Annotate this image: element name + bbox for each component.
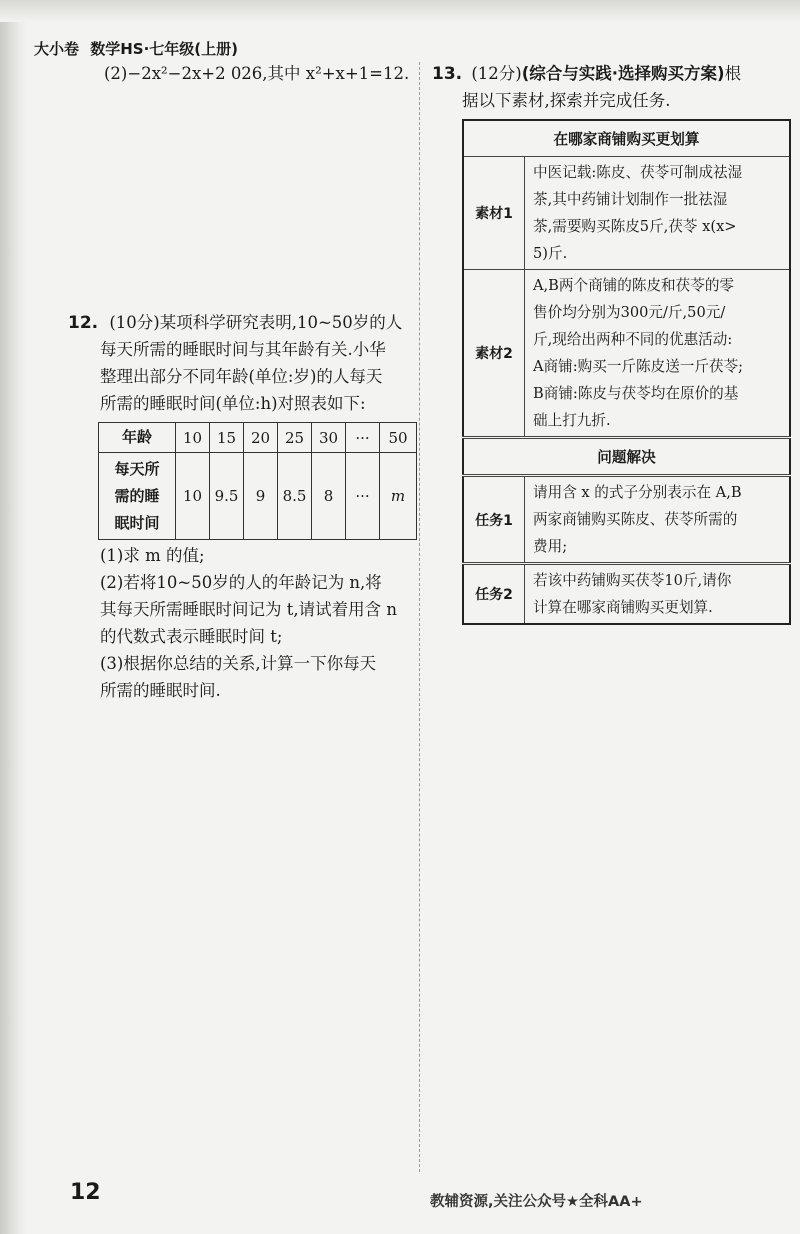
material2-line: 础上打九折.: [533, 412, 611, 429]
task2-line: 若该中药铺购买茯苓10斤,请你: [533, 572, 732, 589]
table-row: [463, 438, 790, 476]
q12-question-1: (1)求 m 的值;: [100, 546, 205, 565]
q13-title: (综合与实践·选择购买方案): [521, 64, 725, 83]
table-row-sleep: [99, 453, 417, 540]
age-cell: 30: [312, 423, 346, 453]
age-sleep-table: [98, 422, 417, 540]
q12-question-2c: 的代数式表示睡眠时间 t;: [100, 627, 283, 646]
scan-shadow: [0, 0, 28, 1234]
scan-shadow-top: [0, 0, 800, 22]
material2-line: 售价均分别为300元/斤,50元/: [533, 304, 726, 321]
materials-table: [462, 119, 791, 625]
material1-body: [525, 157, 791, 270]
material2-line: B商铺:陈皮与茯苓均在原价的基: [533, 385, 739, 402]
q12-question-3b: 所需的睡眠时间.: [100, 681, 221, 700]
q13-tail: 根: [724, 64, 742, 83]
problem-header: 问题解决: [463, 438, 790, 476]
q13-line-1: [432, 60, 741, 88]
page-header: [34, 38, 238, 59]
q12-number: 12.: [68, 313, 99, 333]
q11-part2-expr: −2x²−2x+2 026,其中 x²+x+1=12.: [127, 64, 410, 83]
sleep-cell: 8.5: [278, 453, 312, 540]
age-cell: 50: [380, 423, 417, 453]
task2-line: 计算在哪家商铺购买更划算.: [533, 599, 713, 616]
material2-line: A商铺:购买一斤陈皮送一斤茯苓;: [533, 358, 744, 375]
q12-line-2: 每天所需的睡眠时间与其年龄有关.小华: [100, 340, 386, 359]
task1-body: [525, 476, 791, 564]
sleep-cell: [380, 453, 417, 540]
sleep-header-line: 需的睡: [114, 486, 160, 505]
q13-line-2: 据以下素材,探索并完成任务.: [462, 91, 671, 110]
task2-label: 任务2: [463, 564, 525, 625]
q11-part2: [104, 60, 409, 87]
material2-line: A,B两个商铺的陈皮和茯苓的零: [533, 277, 735, 294]
q12-line-4: 所需的睡眠时间(单位:h)对照表如下:: [100, 394, 366, 413]
q12-question-2: (2)若将10~50岁的人的年龄记为 n,将: [100, 573, 382, 592]
age-header: 年龄: [99, 423, 176, 453]
material1-line: 茶,需要购买陈皮5斤,茯苓 x(x>: [533, 218, 737, 235]
age-cell: 10: [176, 423, 210, 453]
task1-line: 请用含 x 的式子分别表示在 A,B: [533, 484, 742, 501]
material1-line: 5)斤.: [533, 245, 568, 262]
table-row: [463, 270, 790, 438]
task2-body: [525, 564, 791, 625]
table-row: [463, 157, 790, 270]
table-row: [463, 476, 790, 564]
materials-title: 在哪家商铺购买更划算: [463, 120, 790, 157]
header-brand: 大小卷: [34, 40, 80, 58]
material1-label: 素材1: [463, 157, 525, 270]
q12-question-2b: 其每天所需睡眠时间记为 t,请试着用含 n: [100, 600, 397, 619]
sleep-cell-m: m: [390, 487, 406, 505]
task1-line: 费用;: [533, 538, 568, 555]
sleep-header-line: 每天所: [114, 459, 160, 478]
q12-text-1: (10分)某项科学研究表明,10~50岁的人: [109, 313, 403, 332]
header-subject: 数学HS·七年级(上册): [90, 40, 239, 58]
material1-line: 中医记载:陈皮、茯苓可制成祛湿: [533, 164, 743, 181]
sleep-cell: 9.5: [210, 453, 244, 540]
column-divider: [419, 62, 420, 1172]
task1-line: 两家商铺购买陈皮、茯苓所需的: [533, 511, 738, 528]
q12-question-3: (3)根据你总结的关系,计算一下你每天: [100, 654, 377, 673]
sleep-cell: 8: [312, 453, 346, 540]
task1-label: 任务1: [463, 476, 525, 564]
page-number: 12: [70, 1180, 101, 1205]
q12-line-3: 整理出部分不同年龄(单位:岁)的人每天: [100, 367, 383, 386]
q13-number: 13.: [432, 64, 463, 84]
sleep-cell: 10: [176, 453, 210, 540]
table-row: [463, 120, 790, 157]
table-row: [463, 564, 790, 625]
table-row-age: [99, 423, 417, 453]
q13-score: (12分): [471, 64, 522, 83]
sleep-cell: 9: [244, 453, 278, 540]
sleep-cell: ···: [346, 453, 380, 540]
age-cell: 25: [278, 423, 312, 453]
age-cell: 15: [210, 423, 244, 453]
material2-body: [525, 270, 791, 438]
q11-part2-prefix: (2): [104, 64, 128, 83]
sleep-header-line: 眠时间: [114, 513, 160, 532]
age-cell: 20: [244, 423, 278, 453]
material1-line: 茶,其中药铺计划制作一批祛湿: [533, 191, 728, 208]
q12-line-1: [68, 309, 402, 337]
sleep-header: [99, 453, 176, 540]
material2-label: 素材2: [463, 270, 525, 438]
material2-line: 斤,现给出两种不同的优惠活动:: [533, 331, 733, 348]
age-cell: ···: [346, 423, 380, 453]
footer-note: 教辅资源,关注公众号★全科AA+: [430, 1194, 643, 1210]
